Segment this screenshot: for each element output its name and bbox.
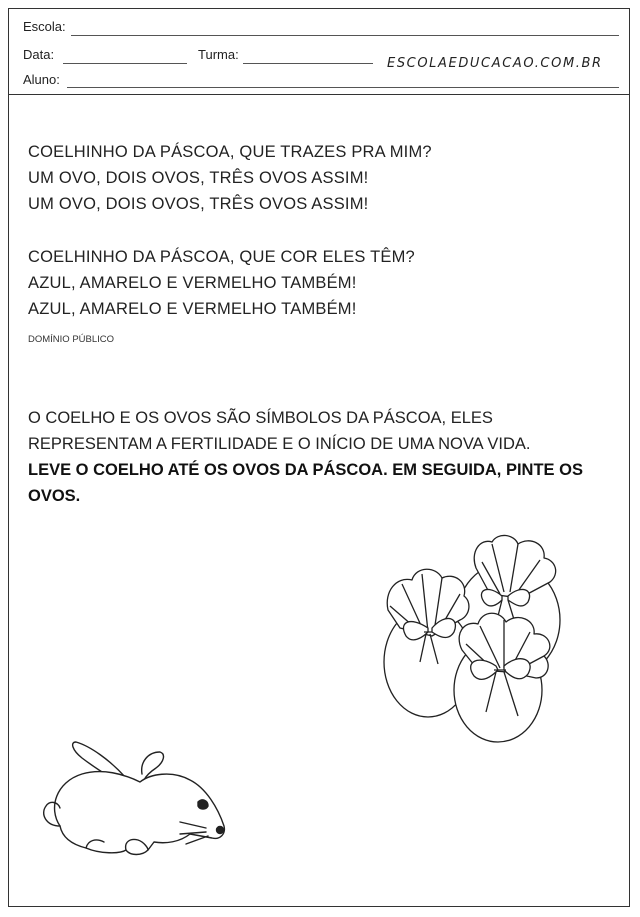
easter-eggs-with-bows-icon xyxy=(380,532,610,747)
poem-line: UM OVO, DOIS OVOS, TRÊS OVOS ASSIM! xyxy=(28,169,369,187)
instruction-paragraph: LEVE O COELHO ATÉ OS OVOS DA PÁSCOA. EM SEGUIDA, PINTE OS OVOS. xyxy=(28,461,583,505)
date-label: Data: xyxy=(23,47,55,62)
poem-line: AZUL, AMARELO E VERMELHO TAMBÉM! xyxy=(28,274,357,292)
poem-line: AZUL, AMARELO E VERMELHO TAMBÉM! xyxy=(28,300,357,318)
school-field[interactable] xyxy=(71,35,619,36)
student-field[interactable] xyxy=(67,87,619,88)
class-field[interactable] xyxy=(243,63,373,64)
worksheet-header xyxy=(9,9,629,95)
site-name: ESCOLAEDUCACAO.COM.BR xyxy=(387,56,603,71)
info-paragraph: O COELHO E OS OVOS SÃO SÍMBOLOS DA PÁSCOA, ELES REPRESENTAM A FERTILIDADE E O INÍCIO DE UMA NOVA VIDA. xyxy=(28,409,531,453)
date-field[interactable] xyxy=(63,63,187,64)
poem-line: COELHINHO DA PÁSCOA, QUE COR ELES TÊM? xyxy=(28,248,415,266)
poem-line: COELHINHO DA PÁSCOA, QUE TRAZES PRA MIM? xyxy=(28,143,432,161)
poem-line: UM OVO, DOIS OVOS, TRÊS OVOS ASSIM! xyxy=(28,195,369,213)
student-label: Aluno: xyxy=(23,72,60,87)
poem-stanza-2 xyxy=(28,244,415,322)
bunny-icon xyxy=(30,730,230,865)
poem-stanza-1 xyxy=(28,139,432,217)
class-label: Turma: xyxy=(198,47,239,62)
poem-source: DOMÍNIO PÚBLICO xyxy=(28,334,115,345)
school-label: Escola: xyxy=(23,19,66,34)
